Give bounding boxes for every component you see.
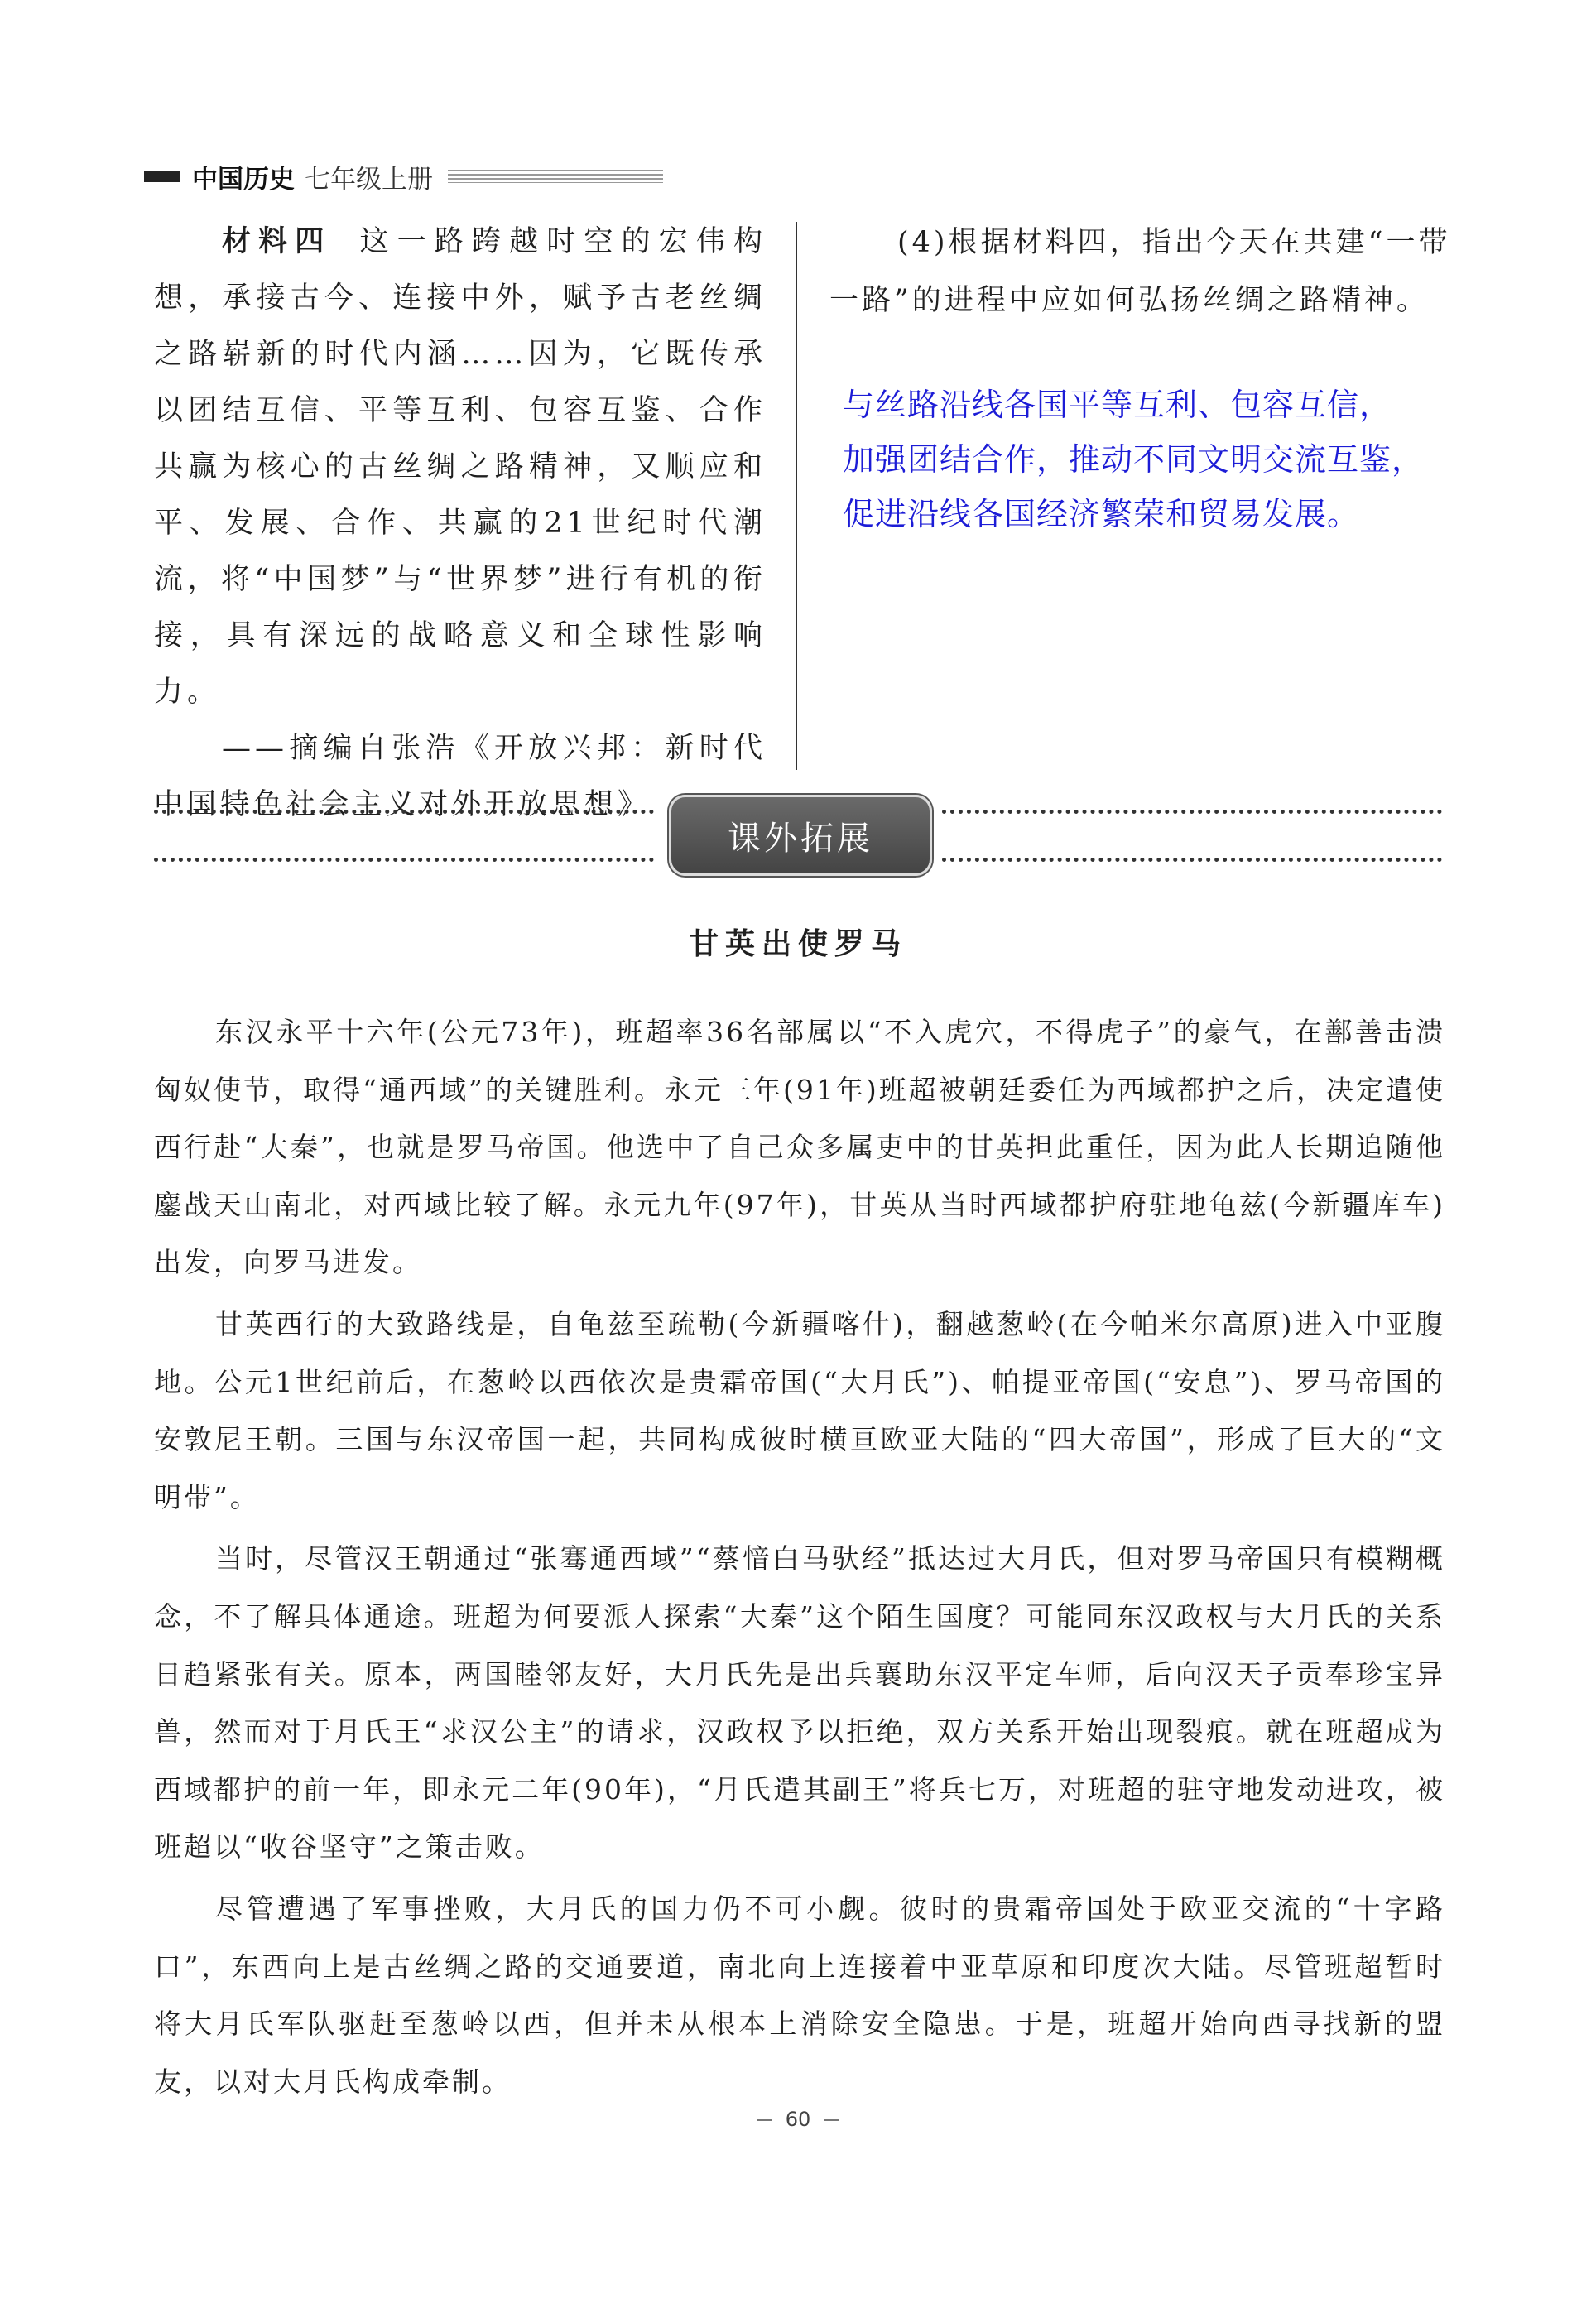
material-four-source: ——摘编自张浩《开放兴邦：新时代中国特色社会主义对外开放思想》	[154, 732, 767, 821]
question-block	[829, 214, 1459, 329]
dotted-divider	[942, 810, 1442, 814]
dotted-divider	[154, 810, 654, 814]
section-badge: 课外拓展	[669, 795, 932, 876]
footer-dash	[757, 2119, 772, 2121]
article-title: 甘英出使罗马	[688, 927, 907, 961]
article-paragraph: 甘英西行的大致路线是，自龟兹至疏勒(今新疆喀什)，翻越葱岭(在今帕米尔高原)进入中亚腹地。公元1世纪前后，在葱岭以西依次是贵霜帝国(“大月氏”)、帕提亚帝国(“安息”)、罗马帝国的安敦尼王朝。三国与东汉帝国一起，共同构成彼时横亘欧亚大陆的“四大帝国”，形成了巨大的“文明带”。	[154, 1307, 1445, 1513]
footer-dash	[824, 2119, 839, 2121]
article-paragraph: 当时，尽管汉王朝通过“张骞通西域”“蔡愔白马驮经”抵达过大月氏，但对罗马帝国只有模糊概念，不了解具体通途。班超为何要派人探索“大秦”这个陌生国度？可能同东汉政权与大月氏的关系日趋紧张有关。原本，两国睦邻友好，大月氏先是出兵襄助东汉平定车师，后向汉天子贡奉珍宝异兽，然而对于月氏王“求汉公主”的请求，汉政权予以拒绝，双方关系开始出现裂痕。就在班超成为西域都护的前一年，即永元二年(90年)，“月氏遣其副王”将兵七万，对班超的驻守地发动进攻，被班超以“收谷坚守”之策击败。	[154, 1542, 1445, 1864]
article-paragraph: 尽管遭遇了军事挫败，大月氏的国力仍不可小觑。彼时的贵霜帝国处于欧亚交流的“十字路口”，东西向上是古丝绸之路的交通要道，南北向上连接着中亚草原和印度次大陆。尽管班超暂时将大月氏军队驱赶至葱岭以西，但并未从根本上消除安全隐患。于是，班超开始向西寻找新的盟友，以对大月氏构成牵制。	[154, 1892, 1445, 2098]
column-divider	[796, 222, 797, 770]
dotted-divider	[942, 858, 1442, 862]
handwritten-answer	[843, 378, 1488, 541]
dotted-divider	[154, 858, 654, 862]
header-bar-icon	[144, 171, 180, 182]
header-stripes-decoration	[448, 170, 663, 183]
article-body	[154, 1003, 1445, 2114]
article-paragraph: 东汉永平十六年(公元73年)，班超率36名部属以“不入虎穴，不得虎子”的豪气，在鄯善击溃匈奴使节，取得“通西域”的关键胜利。永元三年(91年)班超被朝廷委任为西域都护之后，决定遣使西行赴“大秦”，也就是罗马帝国。他选中了自己众多属吏中的甘英担此重任，因为此人长期追随他鏖战天山南北，对西域比较了解。永元九年(97年)，甘英从当时西域都护府驻地龟兹(今新疆库车)出发，向罗马进发。	[154, 1016, 1445, 1279]
material-four-block	[154, 214, 767, 833]
answer-line: 与丝路沿线各国平等互利、包容互信，	[843, 387, 1392, 423]
answer-line: 加强团结合作，推动不同文明交流互鉴，	[843, 441, 1425, 478]
answer-line: 促进沿线各国经济繁荣和贸易发展。	[843, 496, 1360, 532]
header-subject: 中国历史	[192, 164, 295, 195]
material-four-body: 这一路跨越时空的宏伟构想，承接古今、连接中外，赋予古老丝绸之路崭新的时代内涵……因为，它既传承以团结互信、平等互利、包容互鉴、合作共赢为核心的古丝绸之路精神，又顺应和平、发展、合作、共赢的21世纪时代潮流，将“中国梦”与“世界梦”进行有机的衔接，具有深远的战略意义和全球性影响力。	[154, 225, 767, 709]
material-four-title: 材料四	[222, 225, 332, 258]
page-header	[144, 156, 663, 197]
page-number: 60	[785, 2108, 811, 2131]
header-grade: 七年级上册	[305, 164, 433, 195]
page-footer	[0, 2108, 1596, 2131]
question-four-text: (4)根据材料四，指出今天在共建“一带一路”的进程中应如何弘扬丝绸之路精神。	[829, 226, 1451, 317]
